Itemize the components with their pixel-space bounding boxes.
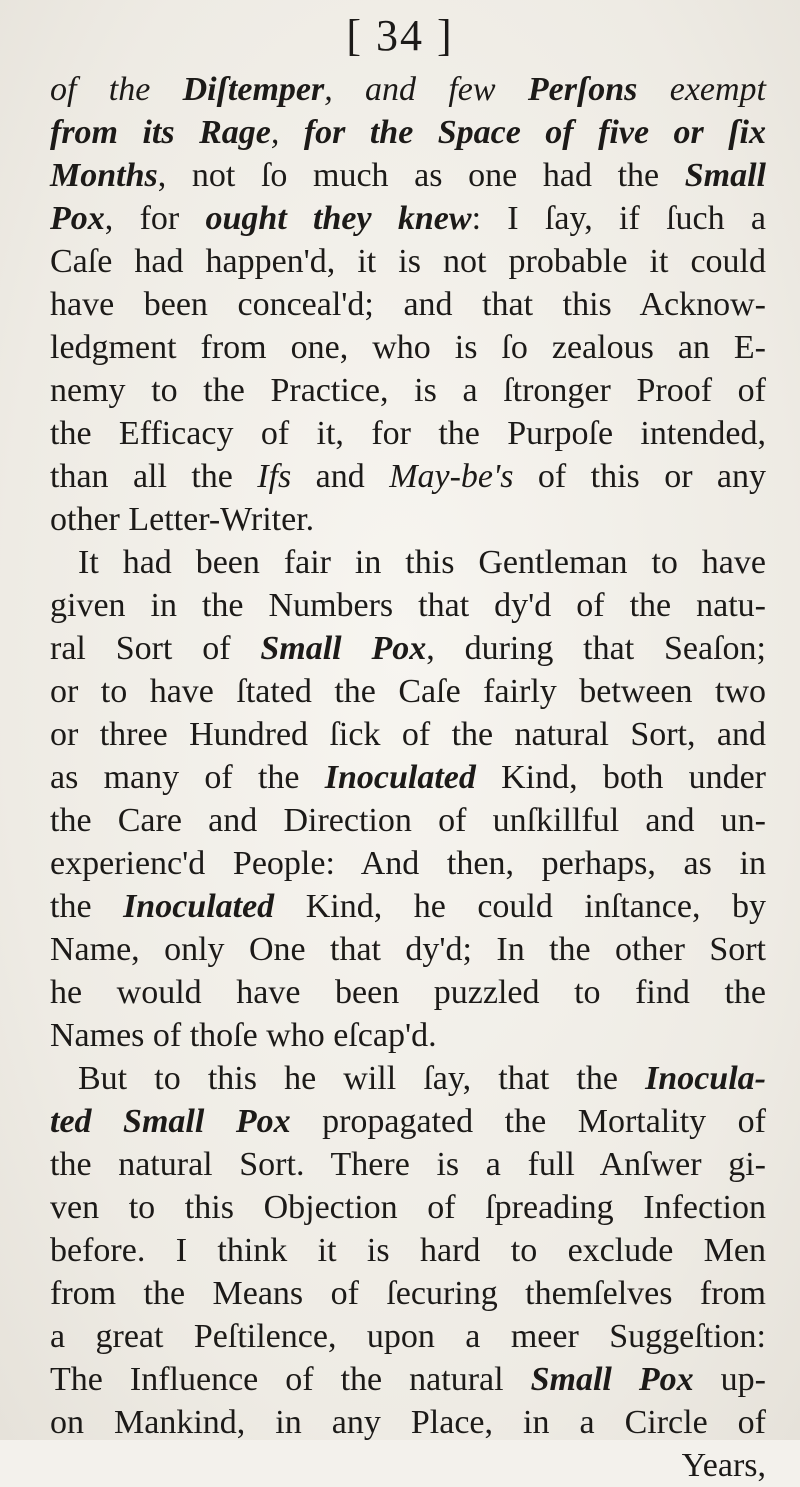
text-run: or three Hundred ſick of the natural Sort, and (50, 716, 766, 753)
text-run: ought they knew (205, 200, 472, 237)
text-line (50, 971, 766, 1014)
text-line (50, 541, 766, 584)
text-run: Names of thoſe who eſcap'd. (50, 1017, 437, 1054)
text-run: May-be's (389, 458, 514, 495)
text-run: : I ſay, if ſuch a (471, 200, 766, 237)
text-line (50, 1401, 766, 1444)
text-run: , during that Seaſon; (426, 630, 766, 667)
text-line (50, 1272, 766, 1315)
text-run: Inocula- (645, 1060, 766, 1097)
text-line (50, 283, 766, 326)
text-run: Diſtemper (182, 71, 325, 108)
text-run: for the Space of five or ſix (303, 114, 766, 151)
text-run: Inoculated (123, 888, 275, 925)
text-run: But to this he will ſay, that the (78, 1060, 646, 1097)
text-line (50, 111, 766, 154)
text-run: ted Small Pox (50, 1103, 291, 1140)
text-run: nemy to the Practice, is a ſtronger Proof of (50, 372, 766, 409)
text-line (50, 369, 766, 412)
text-run: the (50, 888, 124, 925)
text-line (50, 412, 766, 455)
text-line (50, 1315, 766, 1358)
text-run: and (291, 458, 390, 495)
text-run: ven to this Objection of ſpreading Infection (50, 1189, 766, 1226)
text-run: Name, only One that dy'd; In the other Sort (50, 931, 766, 968)
text-line (50, 154, 766, 197)
text-run: , not ſo much as one had the (157, 157, 685, 194)
text-run: have been conceal'd; and that this Acknow- (50, 286, 766, 323)
text-run: Months (50, 157, 158, 194)
text-run: before. I think it is hard to exclude Men (50, 1232, 766, 1269)
text-run: Inoculated (324, 759, 476, 796)
text-run: he would have been puzzled to find the (50, 974, 766, 1011)
text-line (50, 885, 766, 928)
text-line (50, 1444, 766, 1487)
text-run: the Care and Direction of unſkillful and un- (50, 802, 766, 839)
text-line (50, 670, 766, 713)
text-run: from its (50, 114, 200, 151)
text-line (50, 68, 766, 111)
text-run: experienc'd People: And then, perhaps, as in (50, 845, 766, 882)
text-run: Kind, he could inſtance, by (274, 888, 766, 925)
text-run: the Efficacy of it, for the Purpoſe intended, (50, 415, 766, 452)
text-line (50, 498, 766, 541)
text-run: , and few (324, 71, 528, 108)
text-line (50, 713, 766, 756)
text-run: Ifs (257, 458, 292, 495)
text-run: Small Pox (260, 630, 427, 667)
text-run: Years, (681, 1447, 766, 1484)
text-run: ledgment from one, who is ſo zealous an E- (50, 329, 766, 366)
text-run: , for (104, 200, 206, 237)
text-run: exempt (637, 71, 766, 108)
text-run: The Influence of the natural (50, 1361, 531, 1398)
text-line (50, 584, 766, 627)
text-run: than all the (50, 458, 258, 495)
text-line (50, 756, 766, 799)
text-run: of this or any (513, 458, 767, 495)
text-run: Small (684, 157, 766, 194)
text-run: ral Sort of (50, 630, 261, 667)
text-run: Caſe had happen'd, it is not probable it could (50, 243, 766, 280)
text-line (50, 1100, 766, 1143)
text-run: Small Pox (530, 1361, 694, 1398)
text-run: , (270, 114, 304, 151)
text-run: up- (693, 1361, 766, 1398)
text-line (50, 197, 766, 240)
text-line (50, 1143, 766, 1186)
text-run: on Mankind, in any Place, in a Circle of (50, 1404, 766, 1441)
page-number: [ 34 ] (346, 11, 454, 60)
text-run: It had been fair in this Gentleman to have (78, 544, 766, 581)
text-run: the natural Sort. There is a full Anſwer gi- (50, 1146, 766, 1183)
text-run: Kind, both under (475, 759, 767, 796)
text-line (50, 455, 766, 498)
text-line (50, 326, 766, 369)
text-line (50, 1057, 766, 1100)
text-line (50, 842, 766, 885)
text-run: Rage (199, 114, 271, 151)
text-run: of the (50, 71, 183, 108)
text-line (50, 1014, 766, 1057)
text-run: Pox (50, 200, 105, 237)
text-line (50, 1186, 766, 1229)
text-line (50, 928, 766, 971)
text-line (50, 627, 766, 670)
text-run: as many of the (50, 759, 325, 796)
text-run: or to have ſtated the Caſe fairly between two (50, 673, 766, 710)
text-line (50, 1358, 766, 1401)
text-run: a great Peſtilence, upon a meer Suggeſtion: (50, 1318, 766, 1355)
text-run: other Letter-Writer. (50, 501, 315, 538)
text-run: from the Means of ſecuring themſelves from (50, 1275, 766, 1312)
text-line (50, 240, 766, 283)
body-text (50, 68, 766, 1487)
text-run: propagated the Mortality of (290, 1103, 766, 1140)
text-run: given in the Numbers that dy'd of the natu- (50, 587, 766, 624)
text-line (50, 799, 766, 842)
text-line (50, 1229, 766, 1272)
text-run: Perſons (527, 71, 638, 108)
